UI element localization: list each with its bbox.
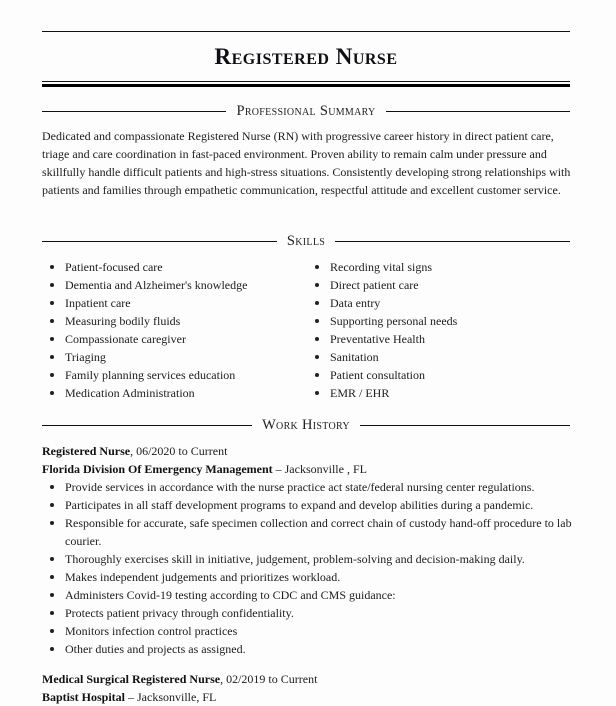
- duty-item: Participates in all staff development programs to expand and develop abilities during a pandemic.: [42, 496, 582, 514]
- section-heading-work-history: [42, 415, 570, 435]
- skill-item: Compassionate caregiver: [42, 330, 306, 348]
- heading-rule-right: [335, 241, 570, 242]
- section-heading-label: Work History: [262, 417, 350, 433]
- duty-item: Administers Covid-19 testing according to CDC and CMS guidance:: [42, 586, 582, 604]
- duty-item: Other duties and projects as assigned.: [42, 640, 582, 658]
- heading-rule-right: [360, 425, 570, 426]
- job-title: Medical Surgical Registered Nurse: [42, 672, 221, 686]
- resume-title: Registered Nurse: [214, 44, 398, 69]
- skill-item: Preventative Health: [306, 330, 570, 348]
- duty-item: Monitors infection control practices: [42, 622, 582, 640]
- skills-column-right: [306, 258, 570, 402]
- title-rule-thin: [42, 81, 570, 82]
- duty-item: Responsible for accurate, safe specimen collection and correct chain of custody hand-off procedure to lab courier.: [42, 514, 582, 550]
- duty-item: Provide services in accordance with the nurse practice act state/federal nursing center regulations.: [42, 478, 582, 496]
- skill-item: Sanitation: [306, 348, 570, 366]
- employer-line: [42, 688, 582, 706]
- skills-column-left: [42, 258, 306, 402]
- job-title: Registered Nurse: [42, 444, 131, 458]
- skill-item: Data entry: [306, 294, 570, 312]
- heading-rule-left: [42, 425, 252, 426]
- employer-name: Baptist Hospital: [42, 690, 126, 704]
- job-entry: [42, 670, 582, 706]
- top-rule: [42, 31, 570, 32]
- skill-item: Dementia and Alzheimer's knowledge: [42, 276, 306, 294]
- section-heading-label: Professional Summary: [236, 103, 376, 119]
- skill-item: Direct patient care: [306, 276, 570, 294]
- job-title-line: [42, 670, 582, 688]
- job-title-line: [42, 442, 582, 460]
- title-rule-thick: [42, 84, 570, 87]
- job-dates: , 02/2019 to Current: [220, 672, 318, 686]
- skill-item: Inpatient care: [42, 294, 306, 312]
- section-heading-skills: [42, 231, 570, 251]
- skills-list: [42, 258, 570, 402]
- section-heading-label: Skills: [286, 233, 326, 249]
- skill-item: Family planning services education: [42, 366, 306, 384]
- skill-item: Patient-focused care: [42, 258, 306, 276]
- job-duties: [42, 478, 582, 658]
- skill-item: Supporting personal needs: [306, 312, 570, 330]
- summary-text: Dedicated and compassionate Registered Nurse (RN) with progressive career history in direct patient care, triage and care coordination in fast-paced environment. Proven ability to remain calm under pressure and skillfully handle difficult patients and high-stress situations. Consistently developing strong relationships with patients and families through empathetic communication, respectful attitude and excellent customer service.: [42, 129, 571, 197]
- skill-item: Medication Administration: [42, 384, 306, 402]
- skill-item: Triaging: [42, 348, 306, 366]
- employer-location: – Jacksonville, FL: [125, 690, 217, 704]
- employer-name: Florida Division Of Emergency Management: [42, 462, 273, 476]
- heading-rule-right: [386, 111, 570, 112]
- skill-item: Measuring bodily fluids: [42, 312, 306, 330]
- heading-rule-left: [42, 111, 226, 112]
- duty-item: Thoroughly exercises skill in initiative, judgement, problem-solving and decision-making daily.: [42, 550, 582, 568]
- job-dates: , 06/2020 to Current: [130, 444, 228, 458]
- job-entry: [42, 442, 582, 658]
- heading-rule-left: [42, 241, 277, 242]
- skill-item: Recording vital signs: [306, 258, 570, 276]
- skill-item: Patient consultation: [306, 366, 570, 384]
- duty-item: Protects patient privacy through confidentiality.: [42, 604, 582, 622]
- section-heading-summary: [42, 101, 570, 121]
- duty-item: Makes independent judgements and prioritizes workload.: [42, 568, 582, 586]
- employer-location: – Jacksonville , FL: [272, 462, 367, 476]
- skill-item: EMR / EHR: [306, 384, 570, 402]
- employer-line: [42, 460, 582, 478]
